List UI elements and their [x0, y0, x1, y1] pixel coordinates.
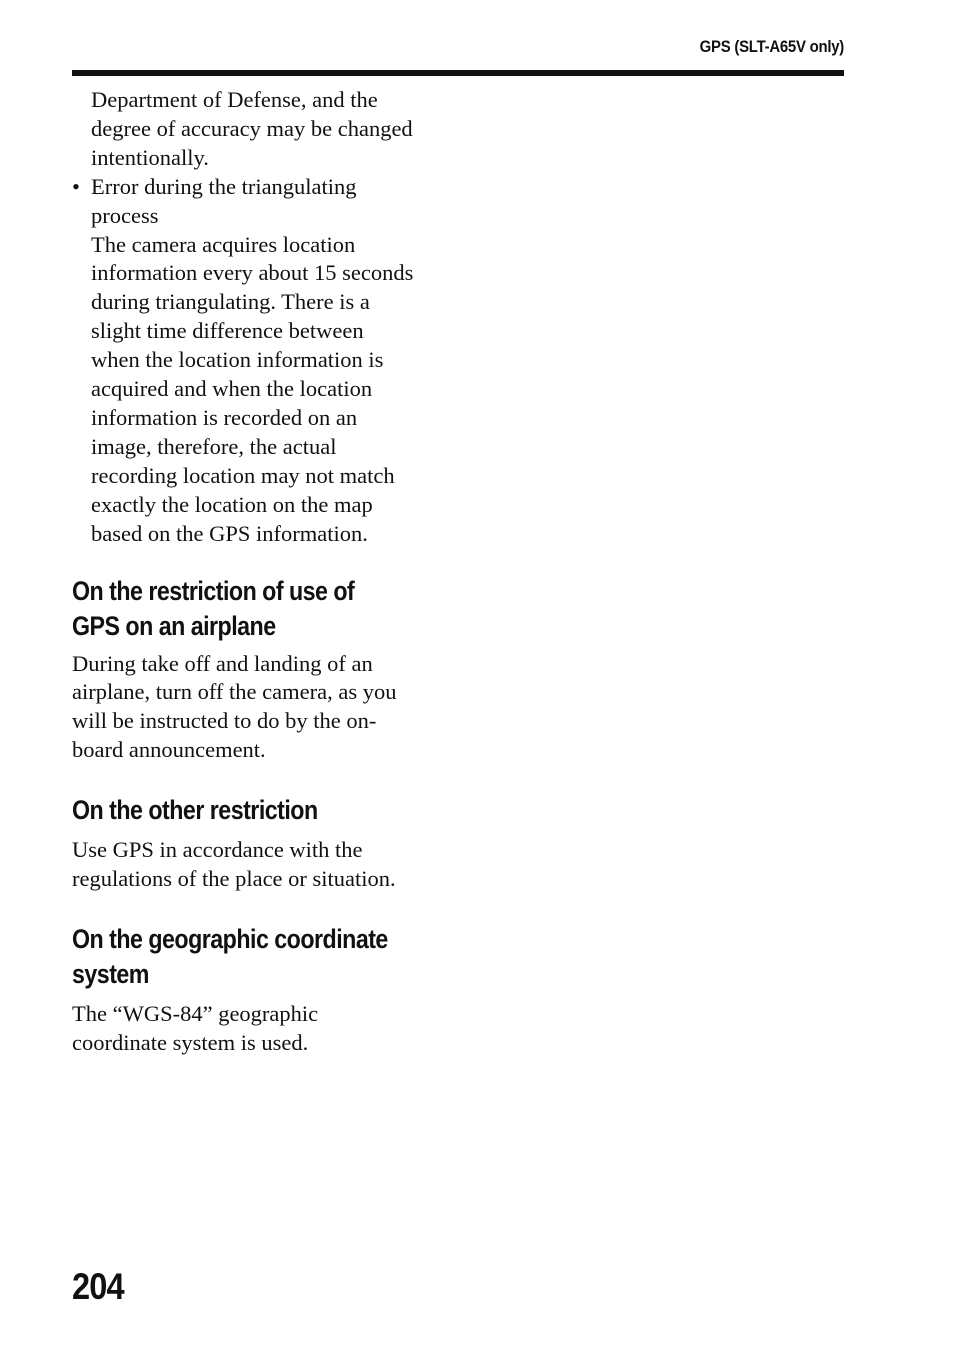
text-line: during triangulating. There is a [91, 289, 370, 315]
bullet-detail-paragraph [72, 231, 444, 549]
bullet-symbol: • [72, 173, 80, 199]
text-line: intentionally. [91, 144, 209, 170]
text-line: board announcement. [72, 737, 266, 763]
section-heading-airplane-restriction [72, 574, 442, 644]
running-head-title: GPS (SLT-A65V only) [699, 37, 844, 56]
text-line: information is recorded on an [91, 404, 358, 430]
text-line: Use GPS in accordance with the [72, 837, 363, 863]
heading-line: On the restriction of use of [72, 575, 355, 606]
text-line: regulations of the place or situation. [72, 866, 396, 892]
text-line: coordinate system is used. [72, 1029, 309, 1055]
text-line: recording location may not match [91, 462, 395, 488]
main-column [72, 86, 444, 1058]
text-line: slight time difference between [91, 318, 364, 344]
text-line: Department of Defense, and the [91, 87, 378, 112]
text-line: exactly the location on the map [91, 491, 373, 517]
section-body-coordinate-system [72, 1000, 444, 1058]
section-body-airplane-restriction [72, 650, 444, 766]
continued-paragraph [91, 86, 444, 173]
text-line: information every about 15 seconds [91, 260, 414, 286]
text-line: degree of accuracy may be changed [91, 115, 413, 141]
section-heading-other-restriction [72, 793, 442, 828]
text-line: During take off and landing of an [72, 650, 373, 676]
text-line: airplane, turn off the camera, as you [72, 679, 397, 705]
section-body-other-restriction [72, 836, 444, 894]
text-line: image, therefore, the actual [91, 433, 337, 459]
text-line: will be instructed to do by the on- [72, 708, 377, 734]
text-line: acquired and when the location [91, 376, 373, 402]
bullet-title-line: Error during the triangulating [91, 173, 357, 199]
heading-line: On the geographic coordinate [72, 923, 388, 954]
heading-line: On the other restriction [72, 795, 318, 826]
heading-line: system [72, 958, 149, 989]
bullet-title-line: process [91, 202, 159, 228]
header-rule [72, 70, 844, 76]
text-line: The camera acquires location [91, 231, 356, 257]
section-heading-coordinate-system [72, 922, 442, 992]
text-line: based on the GPS information. [91, 520, 368, 546]
bullet-item-triangulating-error [72, 173, 444, 231]
page-number: 204 [72, 1266, 124, 1307]
text-line: when the location information is [91, 347, 384, 373]
heading-line: GPS on an airplane [72, 610, 276, 641]
text-line: The “WGS-84” geographic [72, 1000, 319, 1026]
